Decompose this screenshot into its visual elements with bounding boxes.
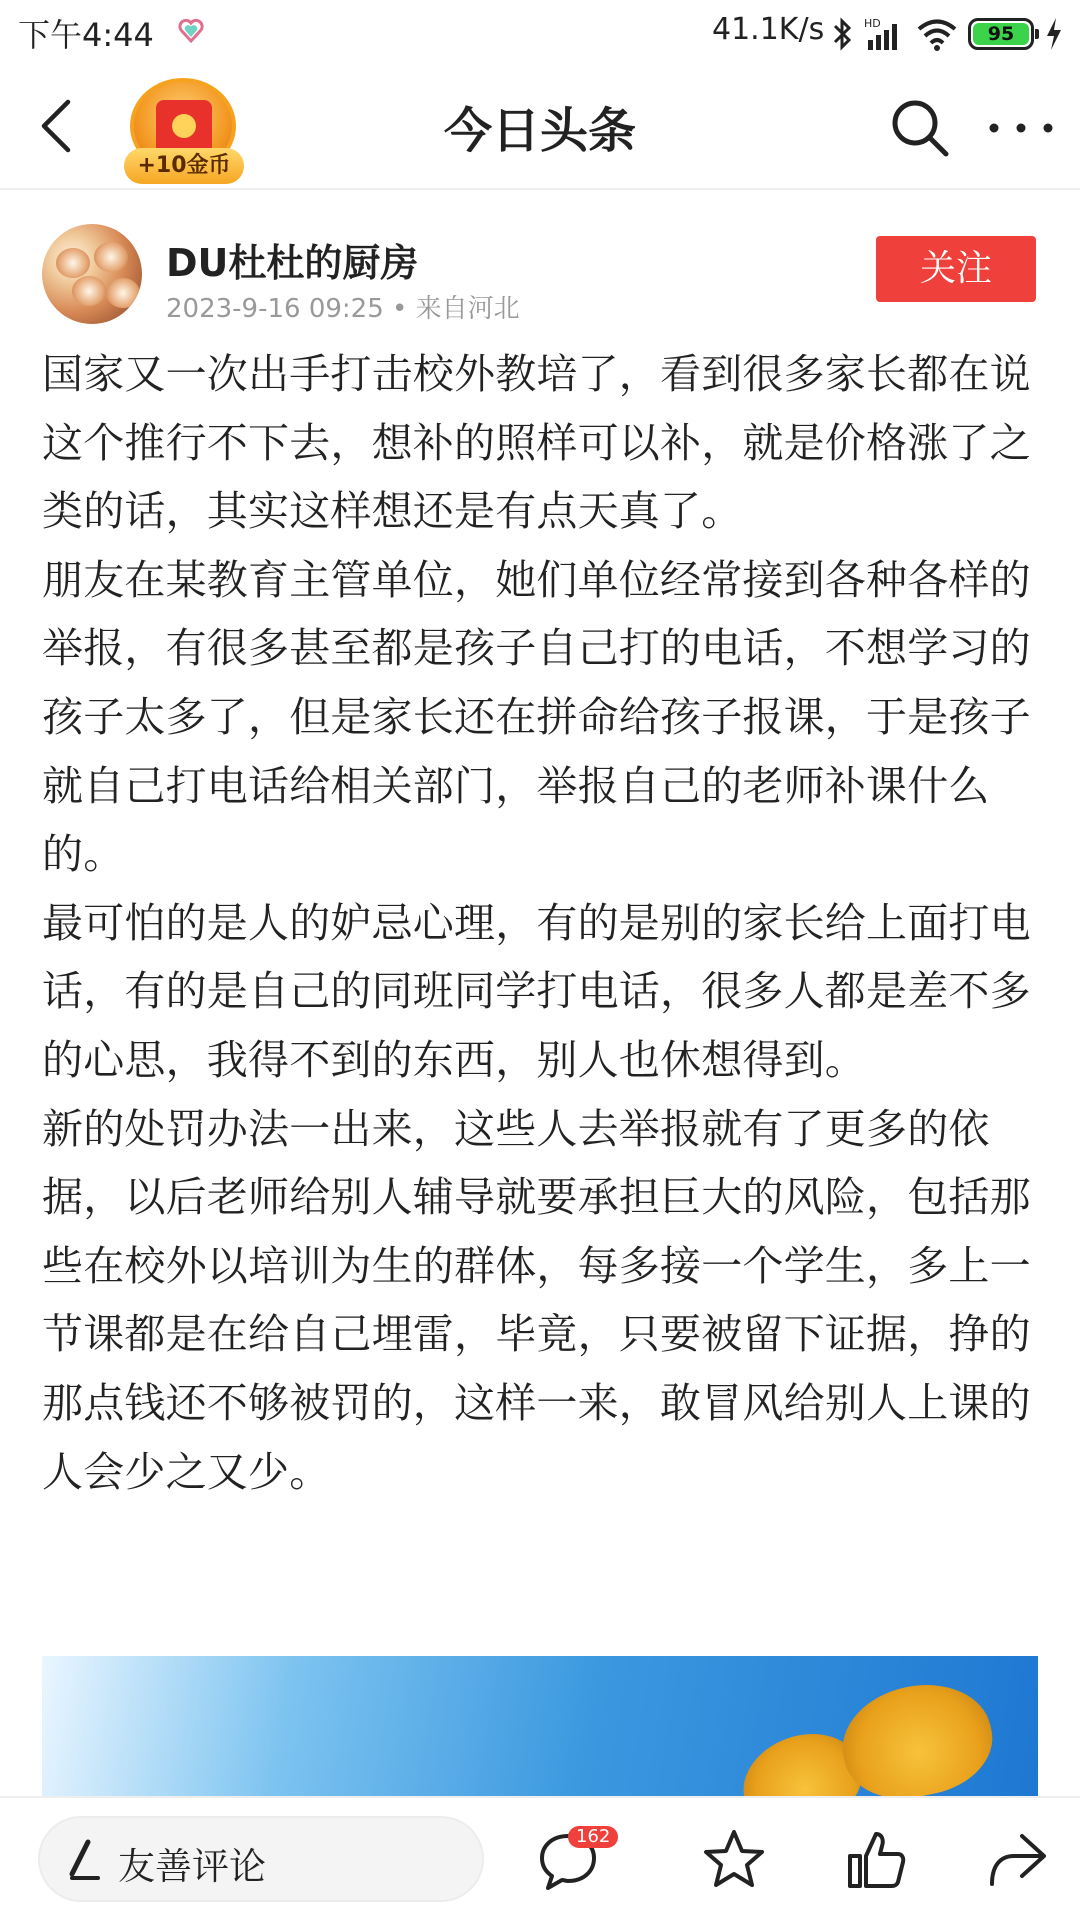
avatar[interactable] (42, 224, 142, 324)
heart-icon (178, 18, 204, 44)
article-paragraph: 最可怕的是人的妒忌心理，有的是别的家长给上面打电话，有的是自己的同班同学打电话，很多人都是差不多的心思，我得不到的东西，别人也休想得到。 (42, 898, 1031, 1084)
bottom-action-bar (0, 1796, 1080, 1922)
charging-icon (1044, 16, 1064, 52)
comment-count-badge: 162 (568, 1826, 618, 1848)
page-title: 今日头条 (443, 103, 636, 159)
article-image[interactable] (42, 1656, 1038, 1796)
signal-icon (864, 16, 906, 52)
article-paragraph: 朋友在某教育主管单位，她们单位经常接到各种各样的举报，有很多甚至都是孩子自己打的电话，不想学习的孩子太多了，但是家长还在拼命给孩子报课，于是孩子就自己打电话给相关部门，举报自己的老师补课什么的。 (42, 555, 1031, 879)
more-icon[interactable] (984, 108, 1058, 148)
article-paragraph: 国家又一次出手打击校外教培了，看到很多家长都在说这个推行不下去，想补的照样可以补，就是价格涨了之类的话，其实这样想还是有点天真了。 (42, 350, 1031, 536)
battery-indicator (968, 18, 1034, 50)
app-header (0, 66, 1080, 190)
comment-placeholder: 友善评论 (118, 1845, 266, 1888)
status-bar (0, 0, 1080, 66)
share-icon[interactable] (984, 1826, 1052, 1894)
search-icon[interactable] (888, 96, 952, 160)
wifi-icon (916, 16, 958, 52)
status-time: 下午4:44 (18, 16, 154, 54)
coin-label: +10金币 (124, 148, 244, 184)
bluetooth-icon (832, 16, 854, 52)
svg-text:HD: HD (864, 17, 881, 30)
comment-input[interactable] (38, 1816, 484, 1902)
article-body (42, 340, 1042, 1506)
star-icon[interactable] (700, 1826, 768, 1894)
network-speed: 41.1K/s (712, 12, 825, 47)
thumbs-up-icon[interactable] (842, 1826, 910, 1894)
flower-shape (832, 1672, 1002, 1796)
post-meta: 2023-9-16 09:25 • 来自河北 (166, 294, 520, 324)
follow-button[interactable]: 关注 (876, 236, 1036, 302)
author-name[interactable]: DU杜杜的厨房 (166, 241, 419, 285)
article-paragraph: 新的处罚办法一出来，这些人去举报就有了更多的依据，以后老师给别人辅导就要承担巨大的风险，包括那些在校外以培训为生的群体，每多接一个学生，多上一节课都是在给自己埋雷，毕竟，只要被留下证据，挣的那点钱还不够被罚的，这样一来，敢冒风给别人上课的人会少之又少。 (42, 1104, 1031, 1496)
pen-icon (64, 1838, 102, 1882)
battery-level: 95 (973, 23, 1029, 45)
